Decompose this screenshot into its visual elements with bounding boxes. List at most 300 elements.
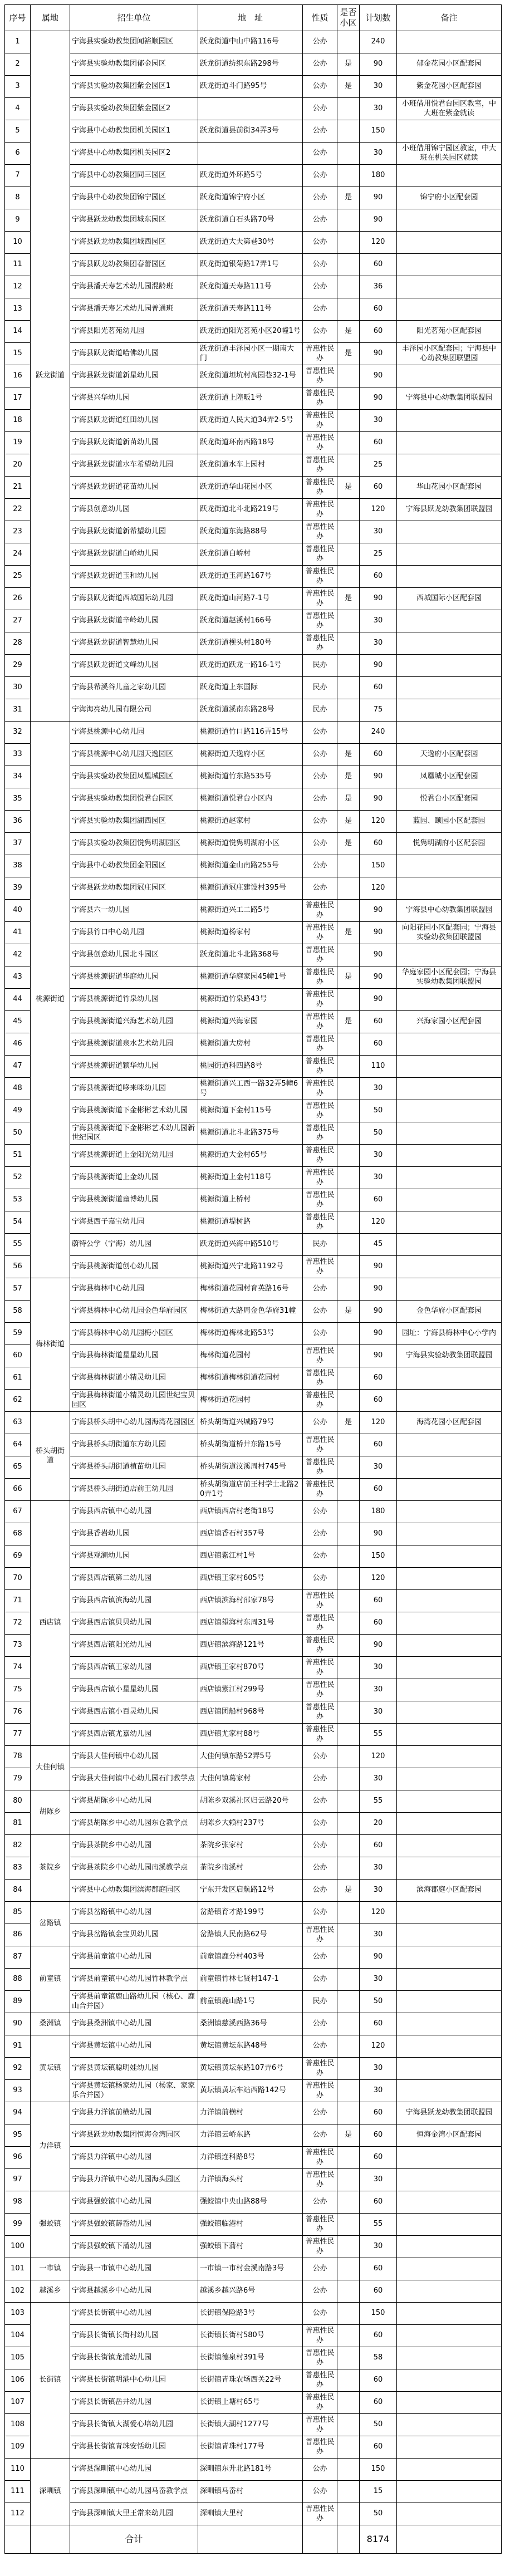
col-address: 跃龙街道坦坑村高园巷32-1号 xyxy=(198,365,303,387)
col-index: 99 xyxy=(5,2214,31,2236)
col-note: 宁海县中心幼教集团联盟园 xyxy=(397,387,502,410)
col-nature: 公办 xyxy=(303,53,337,76)
col-index: 34 xyxy=(5,766,31,788)
col-unit: 宁海县桥头胡中心幼儿园海湾花园园区 xyxy=(70,1412,198,1434)
col-unit: 宁海县跃龙街道哈佛幼儿园 xyxy=(70,343,198,365)
col-unit: 宁海县越溪乡中心幼儿园 xyxy=(70,2280,198,2303)
col-unit: 宁海县潘天寿艺术幼儿园普通班 xyxy=(70,298,198,321)
col-plan: 30 xyxy=(360,1969,397,1991)
table-row xyxy=(5,76,502,98)
col-index: 73 xyxy=(5,1635,31,1657)
col-unit: 宁海县桃源街道下金彬彬艺术幼儿园新世纪园区 xyxy=(70,1122,198,1145)
col-plan: 30 xyxy=(360,1679,397,1701)
col-estate xyxy=(337,2347,360,2369)
col-plan: 120 xyxy=(360,1746,397,1768)
table-row xyxy=(5,499,502,521)
col-plan: 15 xyxy=(360,2481,397,2503)
col-region: 力洋镇 xyxy=(31,2102,70,2191)
col-note xyxy=(397,365,502,387)
col-address: 跃龙街道上东国际 xyxy=(198,677,303,699)
col-nature: 公办 xyxy=(303,1323,337,1345)
col-note xyxy=(397,1857,502,1880)
col-unit: 宁海县中心幼教集团机关园区1 xyxy=(70,120,198,143)
col-nature: 普惠性民办 xyxy=(303,477,337,499)
col-nature: 公办 xyxy=(303,143,337,165)
col-plan: 90 xyxy=(360,343,397,365)
col-note xyxy=(397,655,502,677)
col-plan: 90 xyxy=(360,53,397,76)
table-row xyxy=(5,1167,502,1189)
col-plan: 55 xyxy=(360,2214,397,2236)
col-plan: 120 xyxy=(360,232,397,254)
table-row xyxy=(5,1612,502,1635)
col-address: 一市镇一市村金溪南路3号 xyxy=(198,2258,303,2280)
col-note xyxy=(397,1924,502,1946)
col-estate xyxy=(337,1056,360,1078)
col-note: 恒海金湾小区配套园 xyxy=(397,2124,502,2147)
col-address: 桃源街道金山南路255号 xyxy=(198,855,303,877)
col-unit: 宁海县中心幼教集团同三园区 xyxy=(70,165,198,187)
col-unit: 宁海县跃龙街道新苗幼儿园 xyxy=(70,432,198,454)
col-address: 西店镇紫江村299号 xyxy=(198,1679,303,1701)
table-header xyxy=(5,5,502,31)
col-estate: 是 xyxy=(337,811,360,833)
col-index: 32 xyxy=(5,722,31,744)
col-note xyxy=(397,2169,502,2191)
col-estate xyxy=(337,1768,360,1790)
col-address: 长街镇大湖村1277号 xyxy=(198,2414,303,2436)
col-estate: 是 xyxy=(337,343,360,365)
table-row xyxy=(5,966,502,989)
col-nature: 普惠性民办 xyxy=(303,1612,337,1635)
table-row xyxy=(5,1211,502,1234)
col-index: 59 xyxy=(5,1323,31,1345)
col-note xyxy=(397,1167,502,1189)
col-plan: 90 xyxy=(360,1323,397,1345)
col-address: 西店镇望海村东周31号 xyxy=(198,1612,303,1635)
col-unit: 宁海县梅林街道星星幼儿园 xyxy=(70,1345,198,1367)
col-address: 梅林街道梅林北路53号 xyxy=(198,1323,303,1345)
col-estate xyxy=(337,1256,360,1278)
col-note: 宁海县跃龙幼教集团联盟园 xyxy=(397,499,502,521)
col-plan: 30 xyxy=(360,143,397,165)
col-address: 跃龙街道天寿路111号 xyxy=(198,276,303,298)
table-row xyxy=(5,788,502,811)
col-address: 跃龙街道玉河路167号 xyxy=(198,566,303,588)
col-estate: 是 xyxy=(337,321,360,343)
col-address: 茶院乡南溪村 xyxy=(198,1857,303,1880)
col-plan: 30 xyxy=(360,521,397,543)
col-region: 大佳何镇 xyxy=(31,1746,70,1790)
col-index: 8 xyxy=(5,187,31,209)
col-plan: 90 xyxy=(360,944,397,966)
col-address: 强蛟镇中央山路88号 xyxy=(198,2191,303,2214)
col-note xyxy=(397,566,502,588)
col-index: 36 xyxy=(5,811,31,833)
table-row xyxy=(5,365,502,387)
col-unit: 宁海县兴华幼儿园 xyxy=(70,387,198,410)
col-unit: 宁海县跃龙街道玉和幼儿园 xyxy=(70,566,198,588)
col-nature: 公办 xyxy=(303,2191,337,2214)
col-plan: 60 xyxy=(360,1033,397,1056)
col-estate xyxy=(337,1746,360,1768)
col-plan: 90 xyxy=(360,788,397,811)
col-address: 跃龙街道外环路5号 xyxy=(198,165,303,187)
col-estate xyxy=(337,1635,360,1657)
col-nature: 普惠性民办 xyxy=(303,2347,337,2369)
col-unit: 宁海县桑洲镇中心幼儿园 xyxy=(70,2013,198,2035)
col-address: 桃源街道北斗北路375号 xyxy=(198,1122,303,1145)
col-note xyxy=(397,610,502,632)
col-unit: 宁海县实验幼教集团郁金园区 xyxy=(70,53,198,76)
col-estate xyxy=(337,1924,360,1946)
col-nature: 普惠性民办 xyxy=(303,521,337,543)
col-plan: 45 xyxy=(360,1234,397,1256)
col-estate xyxy=(337,1456,360,1479)
col-estate xyxy=(337,900,360,922)
table-row xyxy=(5,432,502,454)
col-note xyxy=(397,877,502,900)
col-estate xyxy=(337,1278,360,1301)
col-unit: 宁海县黄坛镇中心幼儿园 xyxy=(70,2035,198,2058)
col-address: 跃龙街道白石头路70号 xyxy=(198,209,303,232)
col-unit: 宁海县深甽镇中心幼儿园 xyxy=(70,2459,198,2481)
col-address: 茶院乡张家村 xyxy=(198,1835,303,1857)
col-estate xyxy=(337,31,360,53)
col-estate xyxy=(337,2436,360,2459)
col-unit: 宁海县跃龙街道智慧幼儿园 xyxy=(70,632,198,655)
col-plan: 120 xyxy=(360,811,397,833)
col-unit: 宁海县跃龙街道白峤幼儿园 xyxy=(70,543,198,566)
col-address: 跃龙街道银菊路17弄1号 xyxy=(198,254,303,276)
col-unit: 宁海县深甽镇大里王常来幼儿园 xyxy=(70,2503,198,2525)
total-plan-cell: 8174 xyxy=(360,2525,397,2554)
col-note xyxy=(397,699,502,722)
col-nature: 普惠性民办 xyxy=(303,1345,337,1367)
col-estate xyxy=(337,543,360,566)
col-plan: 90 xyxy=(360,1523,397,1545)
col-estate: 是 xyxy=(337,966,360,989)
col-plan: 60 xyxy=(360,432,397,454)
col-plan: 120 xyxy=(360,1412,397,1434)
table-row xyxy=(5,1768,502,1790)
col-index: 22 xyxy=(5,499,31,521)
col-estate: 是 xyxy=(337,477,360,499)
table-row xyxy=(5,1345,502,1367)
col-estate: 是 xyxy=(337,766,360,788)
col-unit: 宁海县西店镇王家幼儿园 xyxy=(70,1657,198,1679)
col-address: 西店镇紫江村1号 xyxy=(198,1545,303,1568)
table-row xyxy=(5,2503,502,2525)
col-nature: 普惠性民办 xyxy=(303,2325,337,2347)
col-unit: 宁海县前童镇中心幼儿园竹林教学点 xyxy=(70,1969,198,1991)
col-unit: 宁海县实验幼教集团湖西园区 xyxy=(70,811,198,833)
col-plan: 120 xyxy=(360,1211,397,1234)
col-note xyxy=(397,1056,502,1078)
table-row xyxy=(5,165,502,187)
header-col-nature: 性质 xyxy=(303,5,337,31)
table-row xyxy=(5,1456,502,1479)
table-row xyxy=(5,2280,502,2303)
col-nature: 普惠性民办 xyxy=(303,432,337,454)
col-unit: 宁海县梅林街道小精灵幼儿园 xyxy=(70,1367,198,1390)
col-nature: 普惠性民办 xyxy=(303,2147,337,2169)
col-index: 101 xyxy=(5,2258,31,2280)
col-nature: 普惠性民办 xyxy=(303,1724,337,1746)
col-note xyxy=(397,2147,502,2169)
table-row xyxy=(5,1746,502,1768)
col-plan: 150 xyxy=(360,1545,397,1568)
col-plan: 30 xyxy=(360,1857,397,1880)
col-note xyxy=(397,2392,502,2414)
kindergarten-table xyxy=(4,4,502,2554)
col-plan: 240 xyxy=(360,722,397,744)
col-note xyxy=(397,521,502,543)
col-note xyxy=(397,1545,502,1568)
col-estate xyxy=(337,2503,360,2525)
col-unit: 宁海县长街镇中心幼儿园 xyxy=(70,2303,198,2325)
col-note: 宁海县跃龙幼教集团联盟园 xyxy=(397,2102,502,2124)
col-address: 西店镇西店村老街18号 xyxy=(198,1501,303,1523)
col-note xyxy=(397,432,502,454)
col-estate xyxy=(337,1367,360,1390)
header-row xyxy=(5,5,502,31)
table-row xyxy=(5,655,502,677)
col-plan: 150 xyxy=(360,2303,397,2325)
table-row xyxy=(5,321,502,343)
header-col-region: 属地 xyxy=(31,5,70,31)
table-row xyxy=(5,31,502,53)
col-note xyxy=(397,1523,502,1545)
col-address: 跃龙街道丰泽园小区一期南大门 xyxy=(198,343,303,365)
col-estate xyxy=(337,165,360,187)
col-estate xyxy=(337,365,360,387)
col-unit: 宁海县力洋镇中心幼儿园海头园区 xyxy=(70,2169,198,2191)
col-address: 跃龙街道上隍畈1号 xyxy=(198,387,303,410)
col-note: 天逸府小区配套园 xyxy=(397,744,502,766)
col-note xyxy=(397,1635,502,1657)
col-nature: 普惠性民办 xyxy=(303,2369,337,2392)
col-unit: 宁海县实验幼教集团悦隽明湖园区 xyxy=(70,833,198,855)
col-index: 63 xyxy=(5,1412,31,1434)
table-row xyxy=(5,1790,502,1813)
table-row xyxy=(5,900,502,922)
col-region: 胡陈乡 xyxy=(31,1790,70,1835)
col-note: 宁海县中心幼教集团联盟园 xyxy=(397,900,502,922)
col-address: 桃源街道兴海家园 xyxy=(198,1011,303,1033)
col-plan: 60 xyxy=(360,254,397,276)
col-nature: 普惠性民办 xyxy=(303,1434,337,1456)
col-estate: 是 xyxy=(337,922,360,944)
col-index: 66 xyxy=(5,1479,31,1501)
col-index: 18 xyxy=(5,410,31,432)
col-unit: 宁海县胡陈乡中心幼儿园 xyxy=(70,1790,198,1813)
col-unit: 宁海县实验幼教集团凤凰城园区 xyxy=(70,766,198,788)
col-address: 跃龙街道水车上园村 xyxy=(198,454,303,477)
col-index: 90 xyxy=(5,2013,31,2035)
col-plan: 150 xyxy=(360,120,397,143)
col-note xyxy=(397,944,502,966)
col-unit: 宁海县桃源街道哆来咪幼儿园 xyxy=(70,1078,198,1100)
col-index: 51 xyxy=(5,1145,31,1167)
col-unit: 宁海县前童镇鹿山路幼儿园（核心、鹿山合并园） xyxy=(70,1991,198,2013)
total-index-cell xyxy=(5,2525,31,2554)
col-unit: 宁海县长街镇岳井幼儿园 xyxy=(70,2392,198,2414)
header-col-estate: 是否小区 xyxy=(337,5,360,31)
col-unit: 宁海县跃龙街道花苗幼儿园 xyxy=(70,477,198,499)
header-col-note: 备注 xyxy=(397,5,502,31)
col-note xyxy=(397,454,502,477)
col-address xyxy=(198,98,303,120)
col-address: 桃源街道天逸府小区 xyxy=(198,744,303,766)
col-nature: 普惠性民办 xyxy=(303,2414,337,2436)
col-note xyxy=(397,2035,502,2058)
col-index: 61 xyxy=(5,1367,31,1390)
col-nature: 普惠性民办 xyxy=(303,1145,337,1167)
col-address: 强蛟镇临港村 xyxy=(198,2214,303,2236)
table-row xyxy=(5,1323,502,1345)
col-unit: 宁海县大佳何镇中心幼儿园石门教学点 xyxy=(70,1768,198,1790)
col-index: 112 xyxy=(5,2503,31,2525)
col-estate xyxy=(337,1145,360,1167)
col-nature: 公办 xyxy=(303,209,337,232)
col-index: 55 xyxy=(5,1234,31,1256)
col-unit: 宁海海亮幼儿园有限公司 xyxy=(70,699,198,722)
col-estate xyxy=(337,1390,360,1412)
col-index: 7 xyxy=(5,165,31,187)
table-row xyxy=(5,276,502,298)
col-nature: 普惠性民办 xyxy=(303,1256,337,1278)
col-unit: 宁海县跃龙街道辛岭幼儿园 xyxy=(70,610,198,632)
col-estate xyxy=(337,143,360,165)
col-note xyxy=(397,2325,502,2347)
col-plan: 30 xyxy=(360,1880,397,1902)
table-row xyxy=(5,1412,502,1434)
col-address: 桃源街道堤树路 xyxy=(198,1211,303,1234)
col-estate xyxy=(337,2035,360,2058)
col-index: 2 xyxy=(5,53,31,76)
table-row xyxy=(5,2303,502,2325)
col-estate xyxy=(337,1323,360,1345)
col-nature: 公办 xyxy=(303,788,337,811)
col-note xyxy=(397,1902,502,1924)
header-col-address: 地 址 xyxy=(198,5,303,31)
col-estate xyxy=(337,2392,360,2414)
col-plan: 60 xyxy=(360,1835,397,1857)
col-estate xyxy=(337,1189,360,1211)
table-row xyxy=(5,2169,502,2191)
col-nature: 普惠性民办 xyxy=(303,900,337,922)
col-nature: 普惠性民办 xyxy=(303,1590,337,1612)
table-row xyxy=(5,1122,502,1145)
col-address: 桥头胡街道桥井东路15号 xyxy=(198,1434,303,1456)
col-unit: 宁海县西店镇中心幼儿园 xyxy=(70,1501,198,1523)
col-nature: 普惠性民办 xyxy=(303,1456,337,1479)
col-nature: 公办 xyxy=(303,1857,337,1880)
col-plan: 90 xyxy=(360,387,397,410)
col-estate xyxy=(337,2058,360,2080)
col-plan: 120 xyxy=(360,877,397,900)
table-row xyxy=(5,1367,502,1390)
col-plan: 60 xyxy=(360,1367,397,1390)
col-nature: 公办 xyxy=(303,1946,337,1969)
col-address: 梅林街道花园村 xyxy=(198,1390,303,1412)
col-estate xyxy=(337,566,360,588)
col-address: 桃源街道大金村65号 xyxy=(198,1145,303,1167)
col-nature: 公办 xyxy=(303,2280,337,2303)
col-unit: 宁海县力洋镇中心幼儿园 xyxy=(70,2147,198,2169)
col-note: 华庭家园小区配套园；宁海县实验幼教集团联盟园 xyxy=(397,966,502,989)
col-nature: 公办 xyxy=(303,2102,337,2124)
col-note xyxy=(397,1501,502,1523)
col-address: 前童镇鹿山路1号 xyxy=(198,1991,303,2013)
col-address xyxy=(198,143,303,165)
col-note xyxy=(397,1078,502,1100)
col-note xyxy=(397,1768,502,1790)
col-estate xyxy=(337,610,360,632)
col-unit: 宁海县黄坛镇聪明娃幼儿园 xyxy=(70,2058,198,2080)
col-index: 77 xyxy=(5,1724,31,1746)
col-nature: 公办 xyxy=(303,1523,337,1545)
col-estate xyxy=(337,120,360,143)
col-estate: 是 xyxy=(337,76,360,98)
col-address: 西店镇王家村605号 xyxy=(198,1568,303,1590)
col-estate xyxy=(337,2102,360,2124)
table-row xyxy=(5,2392,502,2414)
col-note: 紫金花园小区配套园 xyxy=(397,76,502,98)
col-index: 93 xyxy=(5,2080,31,2102)
col-estate xyxy=(337,1345,360,1367)
col-unit: 宁海县长街镇明港中心幼儿园 xyxy=(70,2369,198,2392)
table-row xyxy=(5,343,502,365)
col-estate xyxy=(337,2369,360,2392)
col-note xyxy=(397,677,502,699)
col-plan: 180 xyxy=(360,165,397,187)
col-address: 桃源街道兴宁北路1192号 xyxy=(198,1256,303,1278)
col-note xyxy=(397,1278,502,1301)
col-address: 桃源街道杨家村 xyxy=(198,922,303,944)
col-estate xyxy=(337,877,360,900)
col-index: 84 xyxy=(5,1880,31,1902)
table-row xyxy=(5,922,502,944)
col-unit: 宁海县中心幼教集团锦宁园区 xyxy=(70,187,198,209)
col-index: 109 xyxy=(5,2436,31,2459)
table-row xyxy=(5,2214,502,2236)
col-unit: 宁海县长街镇龙浦幼儿园 xyxy=(70,2347,198,2369)
col-plan: 60 xyxy=(360,2191,397,2214)
col-estate xyxy=(337,677,360,699)
col-estate xyxy=(337,499,360,521)
col-plan: 30 xyxy=(360,1657,397,1679)
col-address: 桃源街道华庭家园45幢1号 xyxy=(198,966,303,989)
col-nature: 公办 xyxy=(303,1746,337,1768)
col-estate xyxy=(337,432,360,454)
table-row xyxy=(5,2080,502,2102)
table-row xyxy=(5,1813,502,1835)
col-estate xyxy=(337,1501,360,1523)
col-nature: 公办 xyxy=(303,2035,337,2058)
col-note xyxy=(397,722,502,744)
col-nature: 公办 xyxy=(303,1902,337,1924)
col-unit: 宁海县桃源中心幼儿园天逸园区 xyxy=(70,744,198,766)
col-nature: 普惠性民办 xyxy=(303,989,337,1011)
table-row xyxy=(5,2058,502,2080)
col-unit: 宁海县西店镇小百灵幼儿园 xyxy=(70,1701,198,1724)
col-estate xyxy=(337,387,360,410)
table-row xyxy=(5,1880,502,1902)
col-plan: 75 xyxy=(360,699,397,722)
table-row xyxy=(5,1523,502,1545)
